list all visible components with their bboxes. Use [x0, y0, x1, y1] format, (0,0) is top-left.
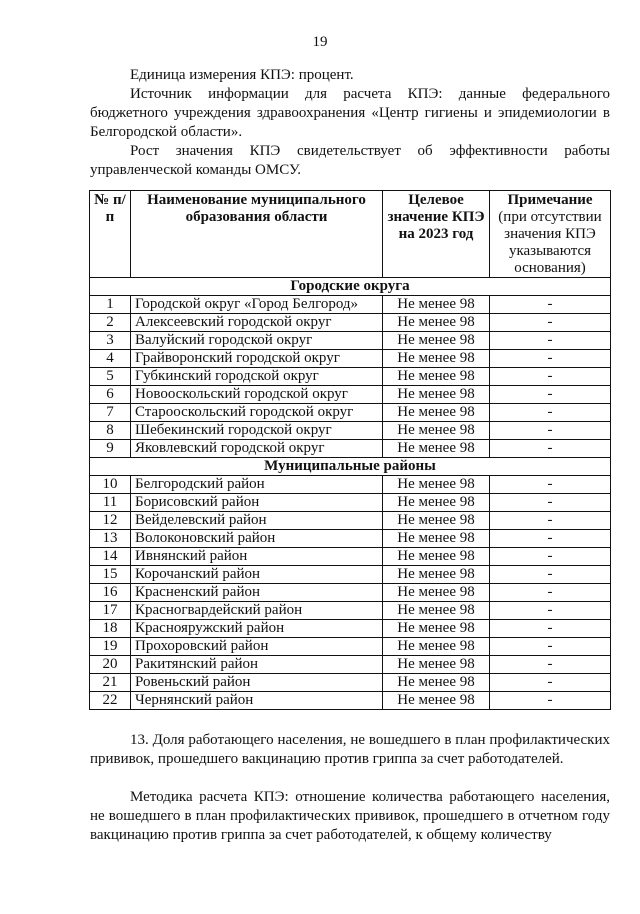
table-row — [90, 638, 611, 656]
header-name: Наименование муниципального образования области — [131, 191, 383, 278]
row-target: Не менее 98 — [383, 602, 490, 620]
section-title: Муниципальные районы — [90, 458, 611, 476]
row-target: Не менее 98 — [383, 512, 490, 530]
item-13-paragraph — [90, 731, 610, 769]
row-target: Не менее 98 — [383, 386, 490, 404]
row-target: Не менее 98 — [383, 296, 490, 314]
row-number: 13 — [90, 530, 131, 548]
row-number: 12 — [90, 512, 131, 530]
row-target: Не менее 98 — [383, 674, 490, 692]
row-name: Шебекинский городской округ — [131, 422, 383, 440]
row-name: Прохоровский район — [131, 638, 383, 656]
table-row — [90, 530, 611, 548]
row-note: - — [490, 602, 611, 620]
table-row — [90, 584, 611, 602]
method-text: Методика расчета КПЭ: отношение количества работающего населения, не вошедшего в план профилактических прививок, прошедшего в отчетном году вакцинацию против гриппа за счет работодателей, к общему количеству — [90, 789, 610, 843]
row-number: 15 — [90, 566, 131, 584]
row-name: Волоконовский район — [131, 530, 383, 548]
row-name: Борисовский район — [131, 494, 383, 512]
header-note — [490, 191, 611, 278]
row-note: - — [490, 674, 611, 692]
row-target: Не менее 98 — [383, 638, 490, 656]
row-number: 5 — [90, 368, 131, 386]
row-number: 14 — [90, 548, 131, 566]
row-target: Не менее 98 — [383, 530, 490, 548]
row-name: Ровеньский район — [131, 674, 383, 692]
source-text: Источник информации для расчета КПЭ: данные федерального бюджетного учреждения здравоохранения «Центр гигиены и эпидемиологии в Белгородской области». — [90, 86, 610, 140]
table-row — [90, 404, 611, 422]
table-row — [90, 368, 611, 386]
row-note: - — [490, 314, 611, 332]
row-name: Новооскольский городской округ — [131, 386, 383, 404]
row-number: 11 — [90, 494, 131, 512]
row-note: - — [490, 692, 611, 710]
section-row — [90, 278, 611, 296]
row-number: 1 — [90, 296, 131, 314]
table-row — [90, 620, 611, 638]
row-name: Городской округ «Город Белгород» — [131, 296, 383, 314]
row-number: 4 — [90, 350, 131, 368]
row-number: 16 — [90, 584, 131, 602]
table-header-row — [90, 191, 611, 278]
row-note: - — [490, 386, 611, 404]
row-note: - — [490, 638, 611, 656]
table-row — [90, 386, 611, 404]
row-target: Не менее 98 — [383, 440, 490, 458]
row-target: Не менее 98 — [383, 350, 490, 368]
row-note: - — [490, 440, 611, 458]
row-note: - — [490, 656, 611, 674]
row-name: Ракитянский район — [131, 656, 383, 674]
header-target: Целевое значение КПЭ на 2023 год — [383, 191, 490, 278]
row-name: Красногвардейский район — [131, 602, 383, 620]
section-title: Городские округа — [90, 278, 611, 296]
row-note: - — [490, 476, 611, 494]
header-note-sub: (при отсутствии значения КПЭ указываются основания) — [498, 209, 602, 276]
table-row — [90, 494, 611, 512]
table-row — [90, 656, 611, 674]
row-target: Не менее 98 — [383, 548, 490, 566]
growth-paragraph — [90, 142, 610, 180]
row-number: 9 — [90, 440, 131, 458]
row-note: - — [490, 566, 611, 584]
row-number: 19 — [90, 638, 131, 656]
header-note-title: Примечание — [507, 192, 593, 208]
row-target: Не менее 98 — [383, 314, 490, 332]
table-row — [90, 350, 611, 368]
row-note: - — [490, 584, 611, 602]
row-number: 6 — [90, 386, 131, 404]
row-target: Не менее 98 — [383, 422, 490, 440]
row-number: 3 — [90, 332, 131, 350]
row-note: - — [490, 350, 611, 368]
row-note: - — [490, 512, 611, 530]
row-number: 17 — [90, 602, 131, 620]
row-note: - — [490, 332, 611, 350]
row-target: Не менее 98 — [383, 332, 490, 350]
table-row — [90, 296, 611, 314]
row-target: Не менее 98 — [383, 584, 490, 602]
row-number: 7 — [90, 404, 131, 422]
row-number: 21 — [90, 674, 131, 692]
table-row — [90, 440, 611, 458]
row-note: - — [490, 404, 611, 422]
row-name: Вейделевский район — [131, 512, 383, 530]
row-target: Не менее 98 — [383, 620, 490, 638]
row-note: - — [490, 494, 611, 512]
row-number: 18 — [90, 620, 131, 638]
table-row — [90, 674, 611, 692]
page-number: 19 — [312, 34, 328, 50]
unit-text: Единица измерения КПЭ: процент. — [130, 67, 354, 83]
row-name: Красненский район — [131, 584, 383, 602]
section-row — [90, 458, 611, 476]
kpe-table — [89, 190, 611, 710]
row-number: 20 — [90, 656, 131, 674]
table-row — [90, 566, 611, 584]
header-num: № п/п — [90, 191, 131, 278]
table-body — [90, 278, 611, 710]
row-note: - — [490, 296, 611, 314]
table-row — [90, 512, 611, 530]
table-row — [90, 548, 611, 566]
table-row — [90, 692, 611, 710]
row-target: Не менее 98 — [383, 656, 490, 674]
row-target: Не менее 98 — [383, 404, 490, 422]
row-target: Не менее 98 — [383, 494, 490, 512]
item-13-text: 13. Доля работающего населения, не вошедшего в план профилактических прививок, прошедшего вакцинацию против гриппа за счет работодателей. — [90, 732, 610, 767]
row-target: Не менее 98 — [383, 476, 490, 494]
row-target: Не менее 98 — [383, 692, 490, 710]
row-note: - — [490, 422, 611, 440]
row-name: Губкинский городской округ — [131, 368, 383, 386]
row-name: Краснояружский район — [131, 620, 383, 638]
source-paragraph — [90, 85, 610, 142]
row-note: - — [490, 530, 611, 548]
table-row — [90, 314, 611, 332]
table-row — [90, 476, 611, 494]
row-name: Корочанский район — [131, 566, 383, 584]
table-row — [90, 332, 611, 350]
row-name: Валуйский городской округ — [131, 332, 383, 350]
row-note: - — [490, 368, 611, 386]
row-target: Не менее 98 — [383, 368, 490, 386]
row-name: Чернянский район — [131, 692, 383, 710]
row-number: 2 — [90, 314, 131, 332]
row-note: - — [490, 620, 611, 638]
table-row — [90, 602, 611, 620]
row-name: Грайворонский городской округ — [131, 350, 383, 368]
row-name: Алексеевский городской округ — [131, 314, 383, 332]
method-paragraph — [90, 788, 610, 845]
row-number: 10 — [90, 476, 131, 494]
row-name: Белгородский район — [131, 476, 383, 494]
row-number: 8 — [90, 422, 131, 440]
row-note: - — [490, 548, 611, 566]
unit-paragraph — [90, 66, 610, 85]
row-name: Старооскольский городской округ — [131, 404, 383, 422]
growth-text: Рост значения КПЭ свидетельствует об эффективности работы управленческой команды ОМСУ. — [90, 143, 610, 178]
row-name: Яковлевский городской округ — [131, 440, 383, 458]
table-row — [90, 422, 611, 440]
row-number: 22 — [90, 692, 131, 710]
row-name: Ивнянский район — [131, 548, 383, 566]
row-target: Не менее 98 — [383, 566, 490, 584]
